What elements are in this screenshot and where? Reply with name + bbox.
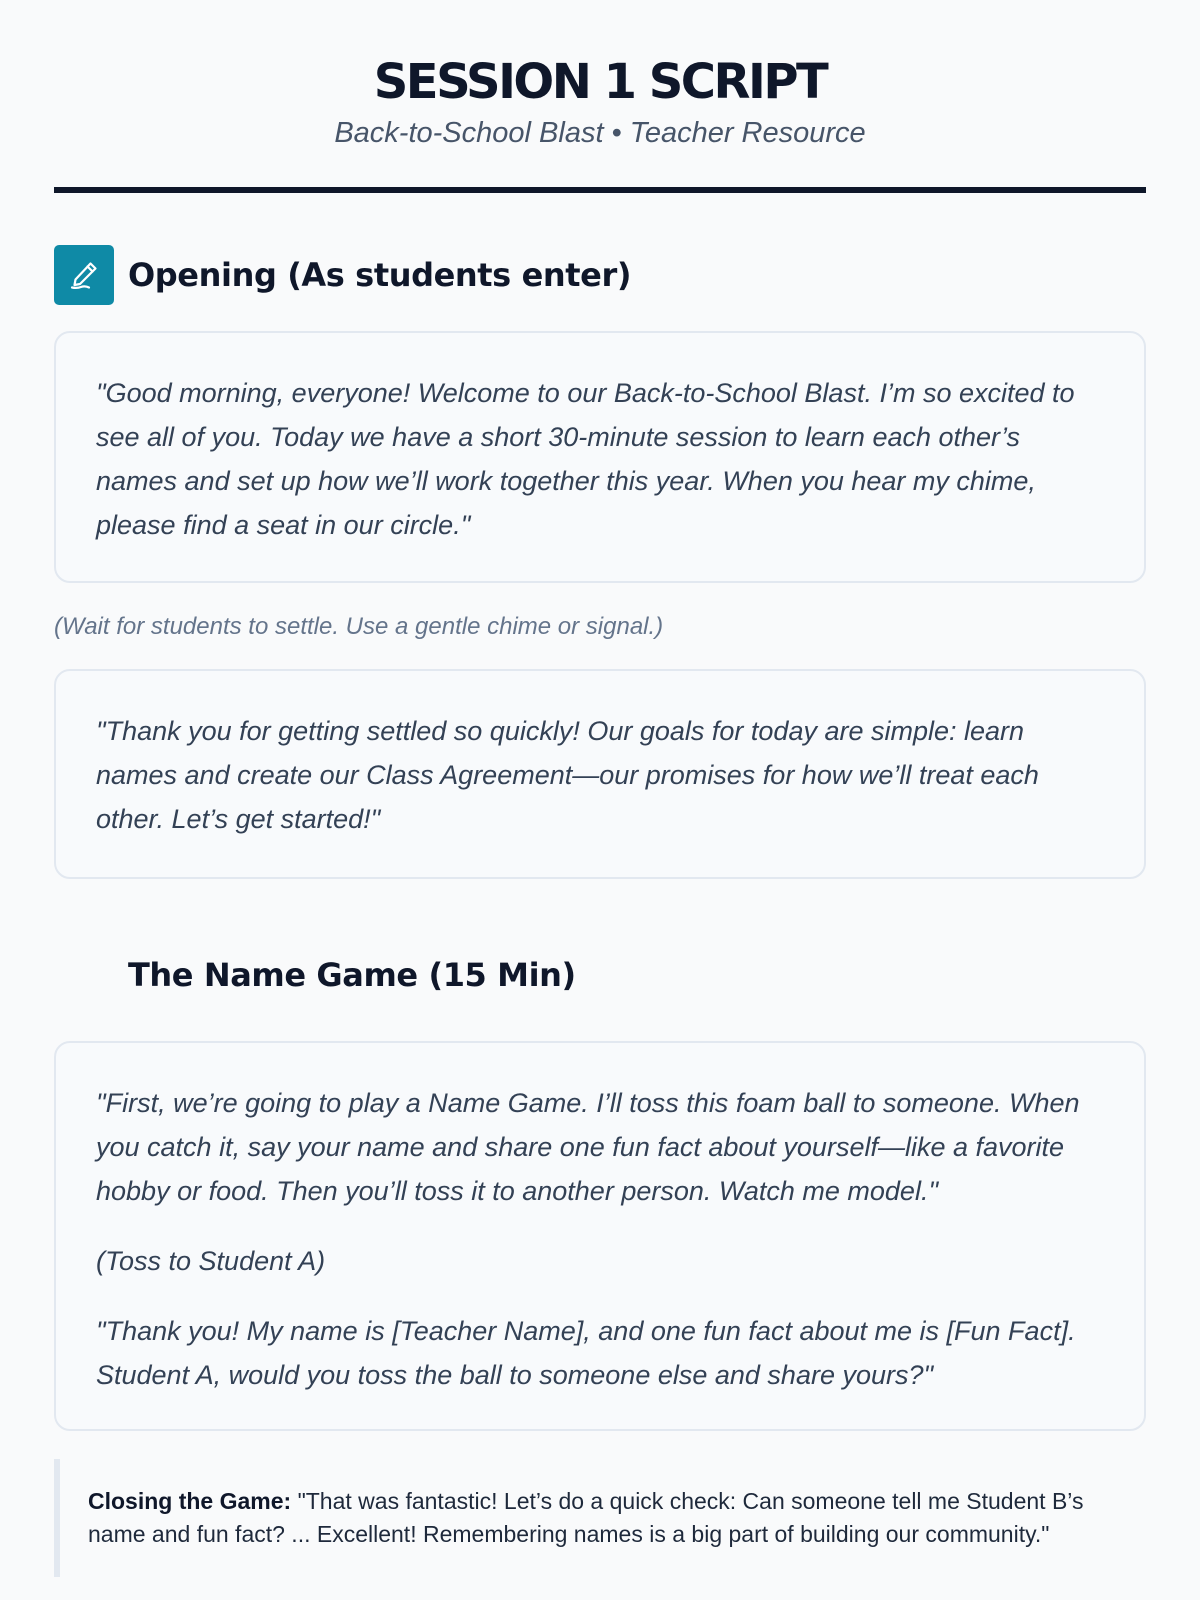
opening-script-card xyxy=(54,331,1146,583)
pen-icon xyxy=(54,245,114,305)
page-subtitle: Back-to-School Blast • Teacher Resource xyxy=(334,117,866,149)
opening-script-text: "Good morning, everyone! Welcome to our Back-to-School Blast. I’m so excited to see all of you. Today we have a short 30-minute session to learn each other’s names and set up how we’ll work together this year. When you hear my chime, please find a seat in our circle." xyxy=(96,378,1075,540)
goals-script-card xyxy=(54,669,1146,879)
document-header xyxy=(54,0,1146,149)
heading-icon-placeholder xyxy=(54,945,114,1005)
opening-heading: Opening (As students enter) xyxy=(128,256,632,294)
name-game-heading: The Name Game (15 Min) xyxy=(128,956,576,994)
name-game-section-heading xyxy=(54,945,1146,1005)
opening-stage-note: (Wait for students to settle. Use a gentle chime or signal.) xyxy=(54,613,664,640)
name-game-model-text: "Thank you! My name is [Teacher Name], and one fun fact about me is [Fun Fact]. Student A, would you toss the ball to someone else and share yours?" xyxy=(96,1316,1076,1390)
opening-section-heading xyxy=(54,245,1146,305)
name-game-script-text: "First, we’re going to play a Name Game. I’ll toss this foam ball to someone. When you catch it, say your name and share one fun fact about yourself—like a favorite hobby or food. Then you’ll toss it to another person. Watch me model." xyxy=(96,1088,1080,1206)
name-game-stage-direction: (Toss to Student A) xyxy=(96,1246,326,1276)
goals-script-text: "Thank you for getting settled so quickly! Our goals for today are simple: learn names and create our Class Agreement—our promises for how we’ll treat each other. Let’s get started!" xyxy=(96,716,1039,834)
closing-callout xyxy=(54,1459,1146,1577)
name-game-script-card xyxy=(54,1041,1146,1431)
closing-label: Closing the Game: xyxy=(88,1488,292,1514)
header-divider xyxy=(54,187,1146,193)
closing-text: "That was fantastic! Let’s do a quick check: Can someone tell me Student B’s name and fun fact? ... Excellent! Remembering names is a big part of building our community." xyxy=(88,1488,1084,1547)
page-title: SESSION 1 SCRIPT xyxy=(373,54,827,110)
